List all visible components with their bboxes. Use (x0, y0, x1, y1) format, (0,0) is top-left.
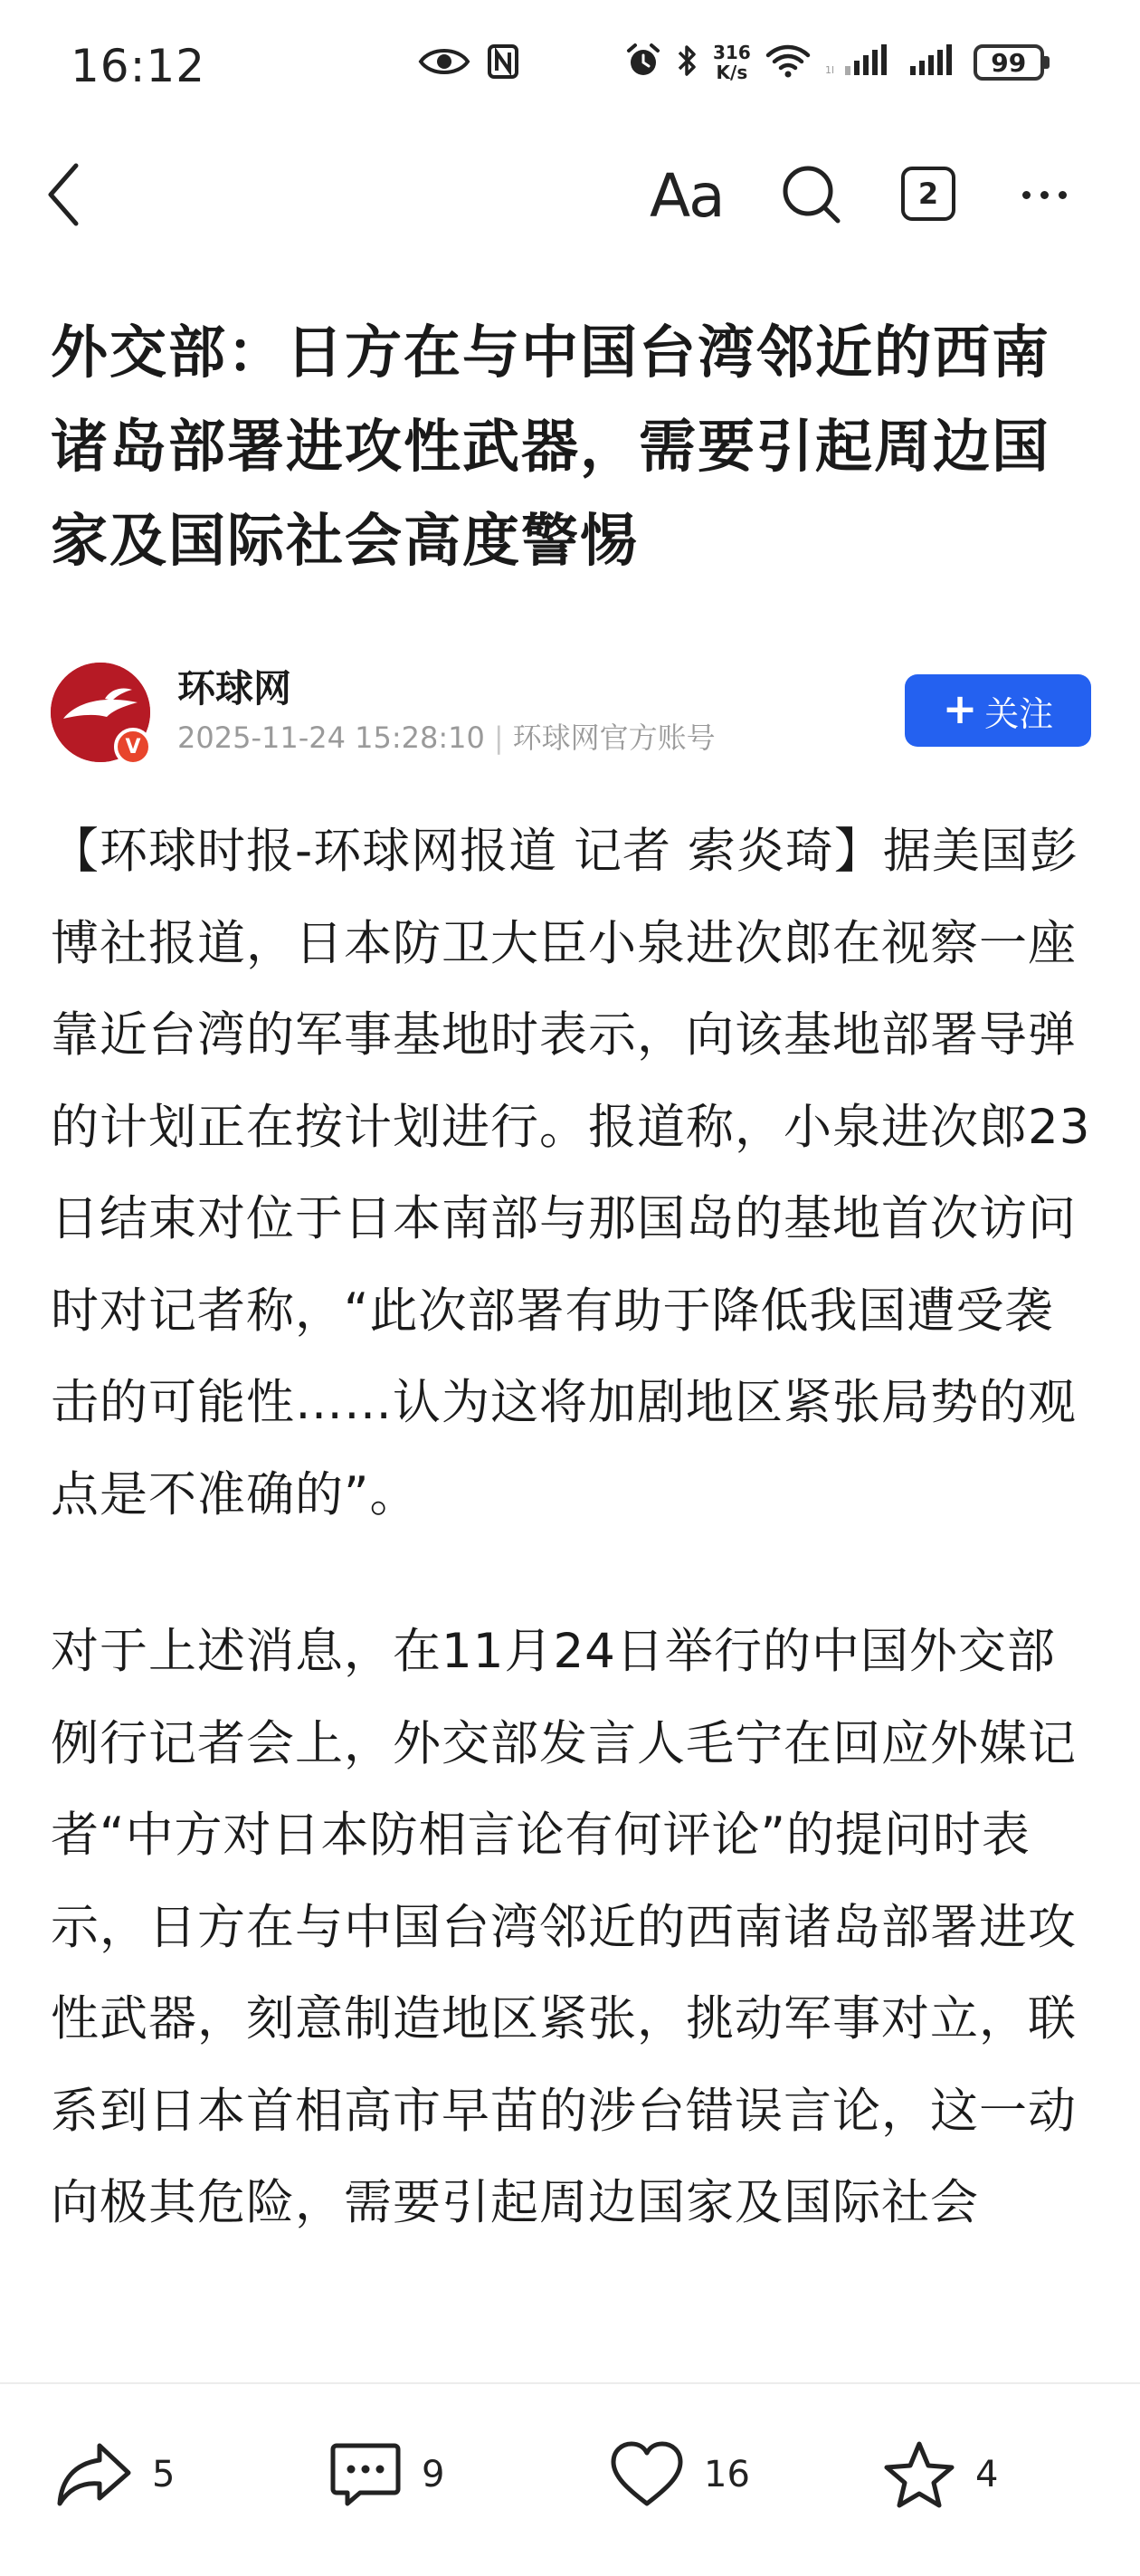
plus-icon: + (942, 684, 978, 733)
article-paragraph: 【环球时报-环球网报道 记者 索炎琦】据美国彭博社报道，日本防卫大臣小泉进次郎在视察一座靠近台湾的军事基地时表示，向该基地部署导弹的计划正在按计划进行。报道称，小泉进次郎23日结束对位于日本南部与那国岛的基地首次访问时对记者称，“此次部署有助于降低我国遭受袭击的可能性……认为这将加剧地区紧张局势的观点是不准确的”。 (51, 824, 1091, 1522)
heart-icon (610, 2440, 684, 2509)
more-dot-icon (1040, 191, 1049, 199)
content-fade (0, 2317, 1140, 2390)
share-icon (56, 2440, 132, 2509)
tabs-count-button[interactable]: 2 (901, 167, 955, 221)
favorite-count: 4 (975, 2454, 999, 2495)
author-row (51, 659, 1091, 768)
nfc-icon (487, 43, 519, 83)
network-speed: 316 K/s (713, 42, 751, 83)
account-source: 环球网官方账号 (512, 720, 716, 755)
search-button[interactable] (780, 163, 843, 232)
author-name[interactable]: 环球网 (177, 666, 292, 711)
like-count: 16 (704, 2454, 750, 2495)
top-nav-bar (0, 154, 1140, 235)
verified-badge: V (114, 728, 152, 766)
article-paragraph: 对于上述消息，在11月24日举行的中国外交部例行记者会上，外交部发言人毛宁在回应外媒记者“中方对日本防相言论有何评论”的提问时表示，日方在与中国台湾邻近的西南诸岛部署进攻性武器，刻意制造地区紧张，挑动军事对立，联系到日本首相高市早苗的涉台错误言论，这一动向极其危险，需要引起周边国家及国际社会 (51, 1624, 1077, 2230)
more-menu-button[interactable] (1022, 163, 1067, 226)
status-icons-right (624, 42, 1050, 83)
follow-label: 关注 (984, 693, 1054, 734)
alarm-icon (624, 42, 662, 83)
back-button[interactable] (45, 154, 109, 235)
chevron-left-icon (45, 162, 81, 227)
battery-icon (974, 44, 1050, 81)
share-button[interactable] (56, 2429, 175, 2520)
like-button[interactable] (610, 2429, 750, 2520)
signal-sim2-icon (908, 43, 959, 82)
comment-icon (329, 2440, 402, 2509)
signal-sim1-icon (825, 43, 894, 82)
author-avatar[interactable] (51, 663, 150, 762)
meta-divider: | (493, 720, 504, 755)
wifi-icon (765, 43, 811, 82)
eye-icon (418, 45, 470, 81)
favorite-button[interactable] (883, 2429, 998, 2520)
comment-count: 9 (422, 2454, 445, 2495)
search-icon (780, 163, 843, 228)
comment-button[interactable] (329, 2429, 444, 2520)
svg-text:1l: 1l (824, 64, 834, 76)
article-title: 外交部：日方在与中国台湾邻近的西南诸岛部署进攻性武器，需要引起周边国家及国际社会高度警惕 (51, 320, 1050, 574)
bluetooth-icon (677, 43, 698, 82)
status-icons-left (418, 43, 519, 83)
font-size-button[interactable]: Aa (650, 161, 724, 231)
follow-button[interactable] (905, 674, 1091, 747)
more-dot-icon (1022, 191, 1031, 199)
star-icon (883, 2440, 955, 2509)
status-time: 16:12 (71, 40, 206, 92)
bottom-action-bar (0, 2382, 1140, 2576)
share-count: 5 (152, 2454, 176, 2495)
more-dot-icon (1059, 191, 1067, 199)
publish-datetime: 2025-11-24 15:28:10 (177, 720, 485, 755)
status-bar (0, 0, 1140, 136)
author-meta (177, 715, 716, 757)
article-body (51, 806, 1091, 2249)
battery-level: 99 (974, 44, 1044, 81)
